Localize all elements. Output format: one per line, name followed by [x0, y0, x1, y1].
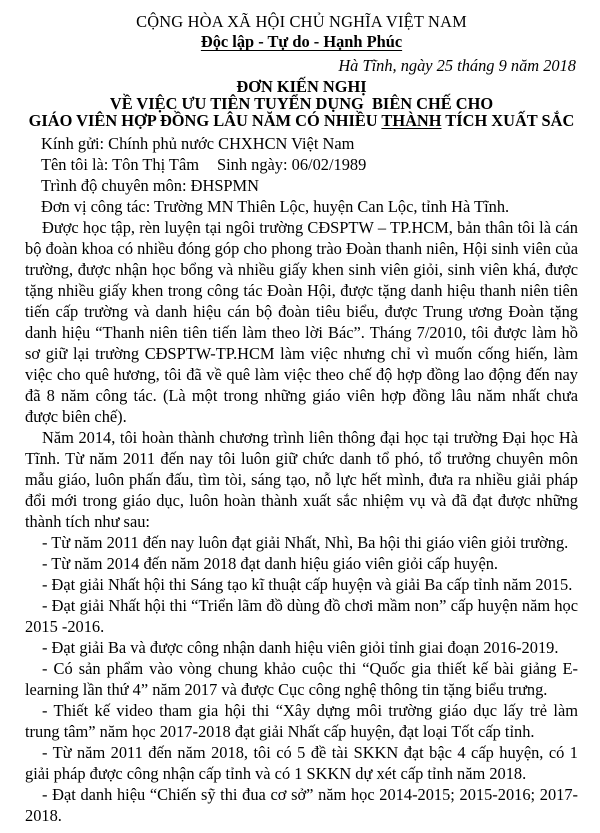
achievement-item: - Đạt giải Nhất hội thi “Triển lãm đồ dùng đồ chơi mầm non” cấp huyện năm học 2015 -2016. — [25, 596, 578, 636]
achievement-item: - Từ năm 2014 đến năm 2018 đạt danh hiệu giáo viên giỏi cấp huyện. — [42, 554, 499, 573]
document-title-block — [25, 78, 578, 129]
national-motto-text: Độc lập - Tự do - Hạnh Phúc — [200, 32, 403, 51]
document-subtitle-line2 — [25, 112, 578, 129]
achievement-item: - Đạt giải Ba và được công nhận danh hiệu viên giỏi tỉnh giai đoạn 2016-2019. — [42, 638, 559, 657]
achievement-item: - Đạt giải Nhất hội thi Sáng tạo kĩ thuật cấp huyện và giải Ba cấp tỉnh năm 2015. — [42, 575, 573, 594]
national-title: CỘNG HÒA XÃ HỘI CHỦ NGHĨA VIỆT NAM — [136, 12, 467, 31]
document-title: ĐƠN KIẾN NGHỊ — [236, 77, 367, 96]
national-motto — [25, 33, 578, 51]
paragraph-career-history: Được học tập, rèn luyện tại ngôi trường CĐSPTW – TP.HCM, bản thân tôi là cán bộ đoàn khoa có nhiều đóng góp cho phong trào Đoàn thanh niên, Hội sinh viên của trường, được nhận học bổng và nhiều giấy khen sinh viên giỏi, sinh viên khá, được tặng nhiều giấy khen trong công tác Đoàn Hội, được tặng danh hiệu thanh niên tiên tiến cấp trường và danh hiệu cán bộ đoàn tiêu biểu, được Trung ương Đoàn tặng danh hiệu “Thanh niên tiên tiến làm theo lời Bác”. Tháng 7/2010, tôi được làm hồ sơ giữ lại trường CĐSPTW-TP.HCM làm việc nhưng chỉ vì muốn cống hiến, làm việc cho quê hương, tôi đã về quê làm việc theo chế độ hợp đồng lao động đến nay đã 8 năm công tác. (Là một trong những giáo viên hợp đồng lâu năm nhất chưa được biên chế). — [25, 218, 578, 426]
sender-qualification: Trình độ chuyên môn: ĐHSPMN — [41, 176, 259, 195]
subtitle-segment-underlined: THÀNH — [381, 111, 442, 130]
document-body — [25, 217, 578, 826]
sender-birthdate: Sinh ngày: 06/02/1989 — [216, 155, 367, 174]
achievement-item: - Từ năm 2011 đến năm 2018, tôi có 5 đề tài SKKN đạt bậc 4 cấp huyện, có 1 giải pháp được công nhận cấp tỉnh và có 1 SKKN dự xét cấp tỉnh năm 2018. — [25, 743, 578, 783]
subtitle-segment-after: TÍCH XUẤT SẮC — [441, 111, 575, 130]
achievement-item: - Từ năm 2011 đến nay luôn đạt giải Nhất, Nhì, Ba hội thi giáo viên giỏi trường. — [42, 533, 569, 552]
achievement-item: - Có sản phẩm vào vòng chung khảo cuộc thi “Quốc gia thiết kế bài giảng E-learning lần thứ 4” năm 2017 và được Cục công nghệ thông tin tặng biểu trưng. — [25, 659, 578, 699]
achievement-item: - Đạt danh hiệu “Chiến sỹ thi đua cơ sở” năm học 2014-2015; 2015-2016; 2017-2018. — [25, 785, 578, 825]
recipient-line: Kính gửi: Chính phủ nước CHXHCN Việt Nam — [41, 134, 355, 153]
subtitle-segment-before: GIÁO VIÊN HỢP ĐỒNG LÂU NĂM CÓ NHIỀU — [28, 111, 382, 130]
paragraph-education-role: Năm 2014, tôi hoàn thành chương trình liên thông đại học tại trường Đại học Hà Tĩnh. Từ năm 2011 đến nay tôi luôn giữ chức danh tổ phó, tổ trưởng chuyên môn mẫu giáo, luôn phấn đấu, tìm tòi, sáng tạo, nỗ lực hết mình, đưa ra nhiều giải pháp đổi mới trong giáo dục, luôn hoàn thành xuất sắc nhiệm vụ và đã đạt được những thành tích như sau: — [25, 428, 578, 531]
sender-info-block — [25, 133, 578, 217]
dateline: Hà Tĩnh, ngày 25 tháng 9 năm 2018 — [338, 56, 576, 75]
sender-name: Tên tôi là: Tôn Thị Tâm — [41, 155, 199, 174]
sender-workplace: Đơn vị công tác: Trường MN Thiên Lộc, huyện Can Lộc, tỉnh Hà Tĩnh. — [41, 197, 510, 216]
achievement-item: - Thiết kế video tham gia hội thi “Xây dựng môi trường giáo dục lấy trẻ làm trung tâm” năm học 2017-2018 đạt giải Nhất cấp huyện, đạt loại Tốt cấp tỉnh. — [25, 701, 578, 741]
sender-name-line — [25, 154, 578, 175]
document-subtitle-line1: VỀ VIỆC ƯU TIÊN TUYỂN DỤNG BIÊN CHẾ CHO — [109, 94, 494, 113]
